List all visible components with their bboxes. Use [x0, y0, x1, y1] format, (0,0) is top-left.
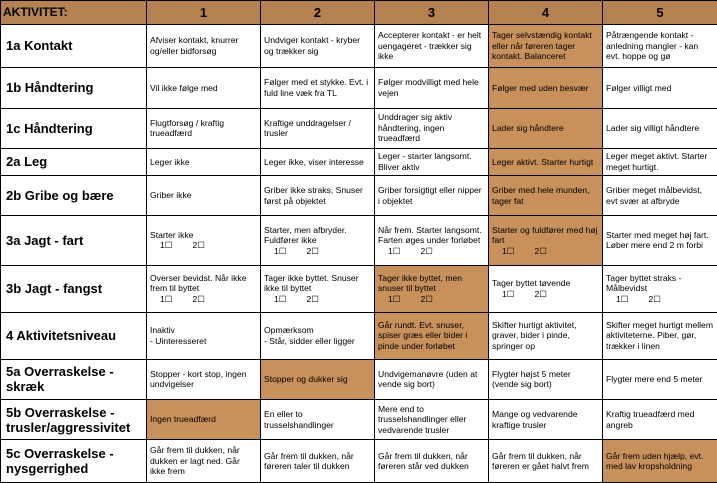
table-cell — [603, 359, 717, 399]
table-cell — [603, 148, 717, 175]
table-cell — [147, 68, 261, 108]
cell-text: Starter, men afbryder. Fuldfører ikke — [264, 224, 347, 246]
checkbox-2[interactable]: 2☐ — [534, 245, 547, 256]
table-cell — [375, 175, 489, 215]
table-cell — [147, 400, 261, 440]
cell-text: Mange og vedvarende kraftige trusler — [492, 409, 578, 430]
table-cell — [489, 108, 603, 148]
table-cell — [603, 175, 717, 215]
table-cell — [603, 108, 717, 148]
table-body — [1, 24, 717, 482]
table-cell — [261, 265, 375, 312]
cell-text: Opmærksom - Står, sidder eller ligger — [264, 325, 355, 346]
table-cell — [489, 24, 603, 68]
table-cell — [147, 148, 261, 175]
table-cell — [603, 440, 717, 483]
cell-text: Lader sig håndtere — [492, 122, 564, 133]
table-cell — [147, 312, 261, 359]
table-cell — [261, 440, 375, 483]
cell-text: Griber forsigtigt eller nipper i objektet — [378, 185, 482, 206]
checkbox-2[interactable]: 2☐ — [306, 293, 319, 304]
table-cell — [261, 175, 375, 215]
checkbox-2[interactable]: 2☐ — [192, 293, 205, 304]
table-cell — [147, 359, 261, 399]
cell-text: Går frem til dukken, når føreren er gået halvt frem — [492, 450, 589, 472]
table-cell — [375, 265, 489, 312]
cell-text: Påtrængende kontakt - anledning mangler - kan evt. hoppe og gø — [606, 29, 699, 62]
cell-text: Stopper og dukker sig — [264, 374, 348, 385]
cell-text: Inaktiv - Uinteresseret — [150, 325, 207, 346]
cell-text: Stopper - kort stop, ingen undvigelser — [150, 368, 247, 390]
table-title: AKTIVITET: — [1, 1, 147, 25]
checkbox-2[interactable]: 2☐ — [420, 245, 433, 256]
checkbox-1[interactable]: 1☐ — [388, 293, 401, 304]
table-row — [1, 175, 717, 215]
column-header-2: 2 — [261, 1, 375, 25]
table-cell — [261, 148, 375, 175]
table-cell — [375, 312, 489, 359]
cell-text: Skifter hurtigt aktivitet, graver, bider i pinde, springer op — [492, 319, 577, 351]
cell-text: Tager selvstændig kontakt eller når føreren tager kontakt. Balanceret — [492, 29, 592, 62]
cell-text: Starter ikke — [150, 229, 194, 240]
table-row — [1, 68, 717, 108]
cell-text: Vil ikke følge med — [150, 82, 218, 93]
row-label: 5c Overraskelse - nysgerrighed — [1, 440, 147, 483]
table-cell — [603, 400, 717, 440]
cell-text: Kraftig trueadfærd med angreb — [606, 409, 695, 430]
cell-text: Starter med meget høj fart. Løber mere end 2 m forbi — [606, 229, 709, 251]
cell-text: Leger - starter langsomt. Bliver aktiv — [378, 151, 472, 172]
table-cell — [603, 68, 717, 108]
checkbox-2[interactable]: 2☐ — [534, 288, 547, 299]
cell-text: Undviger kontakt - kryber og trækker sig — [264, 35, 360, 56]
cell-text: Når frem. Starter langsomt. Farten øges under forløbet — [378, 224, 482, 246]
table-cell — [375, 68, 489, 108]
cell-text: Unddrager sig aktiv håndtering, ingen trueadfærd — [378, 112, 453, 144]
cell-text: Går frem uden hjælp, evt. med lav kropsholdning — [606, 450, 704, 472]
table-row — [1, 24, 717, 68]
cell-text: Følger modvilligt med hele vejen — [378, 77, 479, 98]
checkbox-1[interactable]: 1☐ — [502, 245, 515, 256]
column-header-4: 4 — [489, 1, 603, 25]
row-label: 2b Gribe og bære — [1, 175, 147, 215]
cell-text: Følger villigt med — [606, 82, 672, 93]
row-label: 1b Håndtering — [1, 68, 147, 108]
table-cell — [261, 216, 375, 265]
cell-text: En eller to trusselshandlinger — [264, 409, 334, 430]
row-label: 2a Leg — [1, 148, 147, 175]
cell-text: Går frem til dukken, når føreren står ved dukken — [378, 450, 469, 472]
table-row — [1, 359, 717, 399]
table-cell — [489, 148, 603, 175]
table-cell — [603, 24, 717, 68]
column-header-1: 1 — [147, 1, 261, 25]
row-label: 1c Håndtering — [1, 108, 147, 148]
table-cell — [147, 108, 261, 148]
table-cell — [375, 148, 489, 175]
table-row — [1, 265, 717, 312]
column-header-5: 5 — [603, 1, 717, 25]
table-cell — [375, 359, 489, 399]
row-label: 3a Jagt - fart — [1, 216, 147, 265]
cell-text: Går frem til dukken, når føreren taler til dukken — [264, 450, 354, 472]
cell-text: Tager ikke byttet. Snuser ikke til byttet — [264, 272, 359, 294]
cell-text: Leger ikke, viser interesse — [264, 156, 364, 167]
cell-text: Griber meget målbevidst, evt svær at afbryde — [606, 185, 702, 206]
cell-text: Følger med uden besvær — [492, 82, 589, 93]
cell-text: Griber med hele munden, tager fat — [492, 185, 590, 206]
table-cell — [147, 216, 261, 265]
checkbox-1[interactable]: 1☐ — [274, 293, 287, 304]
table-cell — [375, 440, 489, 483]
table-cell — [261, 68, 375, 108]
table-cell — [261, 359, 375, 399]
checkbox-1[interactable]: 1☐ — [160, 240, 173, 251]
table-row — [1, 400, 717, 440]
table-cell — [489, 312, 603, 359]
cell-text: Leger ikke — [150, 156, 190, 167]
row-label: 3b Jagt - fangst — [1, 265, 147, 312]
table-cell — [603, 312, 717, 359]
checkbox-1[interactable]: 1☐ — [388, 245, 401, 256]
cell-text: Skifter meget hurtigt mellem aktiviteterne. Piber, gør, trækker i linen — [606, 319, 713, 351]
table-cell — [603, 265, 717, 312]
cell-text: Leger meget aktivt. Starter meget hurtigt. — [606, 151, 708, 172]
cell-text: Griber ikke straks, Snuser først på objektet — [264, 185, 363, 206]
header-row — [1, 1, 717, 25]
cell-text: Mere end to trusselshandlinger eller vedvarende trusler — [378, 403, 467, 435]
cell-text: Afviser kontakt, knurrer og/eller bidforsøg — [150, 35, 239, 56]
table-cell — [603, 216, 717, 265]
cell-text: Griber ikke — [150, 190, 192, 201]
cell-text: Starter og fuldfører med høj fart — [492, 224, 598, 246]
table-cell — [489, 400, 603, 440]
column-header-3: 3 — [375, 1, 489, 25]
cell-text: Tager byttet straks - Målbevidst — [606, 272, 682, 294]
row-label: 4 Aktivitetsniveau — [1, 312, 147, 359]
table-cell — [489, 265, 603, 312]
cell-text: Flugtforsøg / kraftig trueadfærd — [150, 117, 225, 139]
table-cell — [147, 24, 261, 68]
cell-text: Lader sig villigt håndtere — [606, 122, 700, 133]
cell-text: Kraftige unddragelser / trusler — [264, 117, 351, 139]
table-cell — [147, 440, 261, 483]
table-cell — [489, 359, 603, 399]
checkbox-2[interactable]: 2☐ — [306, 245, 319, 256]
table-cell — [261, 312, 375, 359]
checkbox-1[interactable]: 1☐ — [616, 293, 629, 304]
table-cell — [261, 400, 375, 440]
row-label: 1a Kontakt — [1, 24, 147, 68]
cell-text: Ingen trueadfærd — [150, 414, 216, 425]
cell-text: Tager ikke byttet, men snuser til byttet — [378, 272, 463, 294]
cell-text: Følger med et stykke. Evt. i fuld line væk fra TL — [264, 77, 369, 98]
table-row — [1, 312, 717, 359]
checkbox-2[interactable]: 2☐ — [648, 293, 661, 304]
table-cell — [489, 216, 603, 265]
cell-text: Går frem til dukken, når dukken er lagt ned. Går ikke frem — [150, 445, 240, 477]
table-cell — [147, 265, 261, 312]
cell-text: Tager byttet tøvende — [492, 278, 571, 288]
checkbox-1[interactable]: 1☐ — [274, 245, 287, 256]
cell-text: Flygter højst 5 meter (vende sig bort) — [492, 368, 571, 390]
table-row — [1, 148, 717, 175]
table-cell — [261, 108, 375, 148]
checkbox-2[interactable]: 2☐ — [192, 240, 205, 251]
table-cell — [489, 68, 603, 108]
cell-text: Undvigemanøvre (uden at vende sig bort) — [378, 368, 478, 390]
row-label: 5a Overraskelse - skræk — [1, 359, 147, 399]
table-row — [1, 108, 717, 148]
cell-text: Accepterer kontakt - er helt uengageret - trækker sig ikke — [378, 29, 482, 62]
table-cell — [375, 108, 489, 148]
table-row — [1, 440, 717, 483]
table-cell — [147, 175, 261, 215]
table-row — [1, 216, 717, 265]
checkbox-2[interactable]: 2☐ — [420, 293, 433, 304]
table-cell — [489, 175, 603, 215]
checkbox-1[interactable]: 1☐ — [160, 293, 173, 304]
table-cell — [261, 24, 375, 68]
cell-text: Overser bevidst. Når ikke frem til byttet — [150, 272, 247, 294]
table-cell — [375, 24, 489, 68]
cell-text: Går rundt. Evt. snuser, spiser græs eller bider i pinde under forløbet — [378, 319, 468, 351]
table-cell — [489, 440, 603, 483]
checkbox-1[interactable]: 1☐ — [502, 288, 515, 299]
cell-text: Leger aktivt. Starter hurtigt — [492, 156, 594, 167]
cell-text: Flygter mere end 5 meter — [606, 374, 703, 385]
row-label: 5b Overraskelse - trusler/aggressivitet — [1, 400, 147, 440]
table-cell — [375, 400, 489, 440]
table-cell — [375, 216, 489, 265]
